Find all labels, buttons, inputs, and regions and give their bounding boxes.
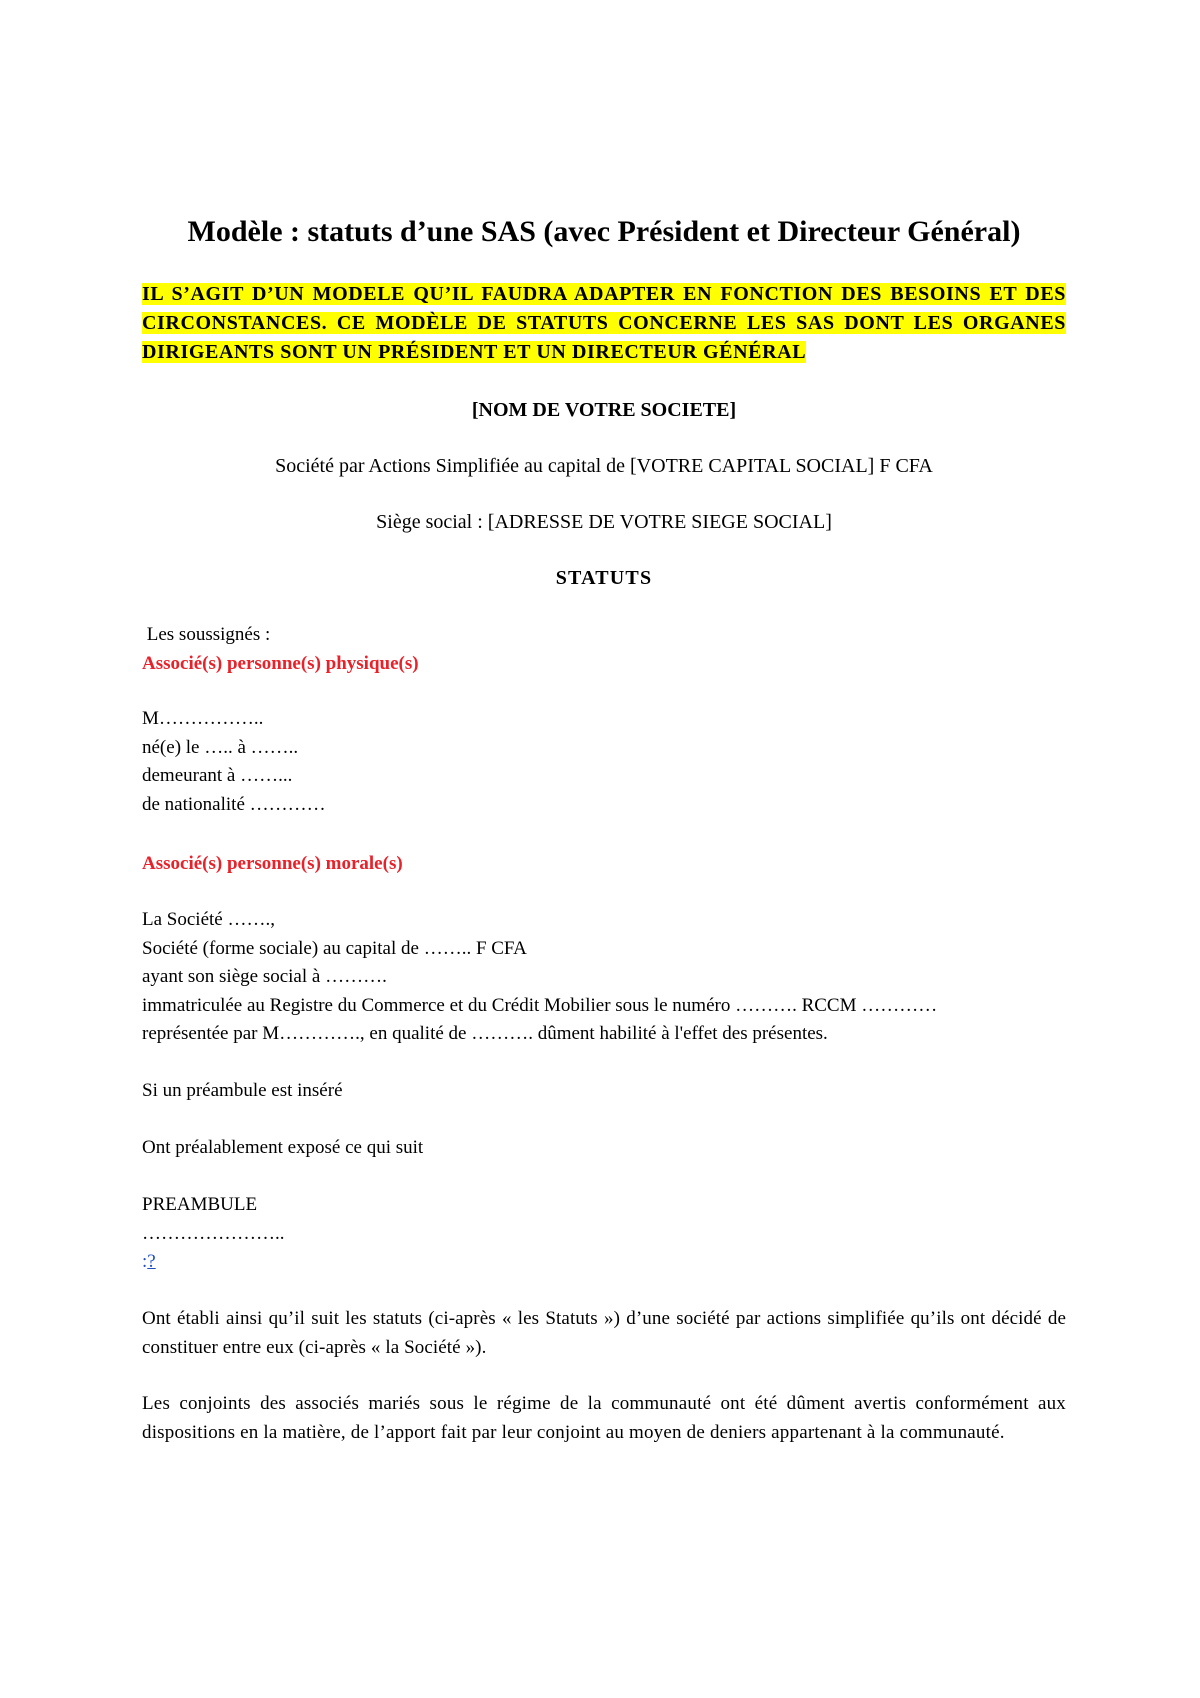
siege-social-line: Siège social : [ADRESSE DE VOTRE SIEGE SOCIAL]: [376, 511, 832, 533]
physique-heading: Associé(s) personne(s) physique(s): [142, 652, 419, 674]
conjoints-paragraph-block: [142, 1390, 1066, 1447]
expose-text: Ont préalablement exposé ce qui suit: [142, 1137, 424, 1158]
etabli-paragraph-block: [142, 1305, 1066, 1362]
morale-heading: Associé(s) personne(s) morale(s): [142, 853, 403, 874]
morale-representative-line: représentée par M…………., en qualité de ………. dûment habilité à l'effet des présentes.: [142, 1023, 828, 1044]
morale-company-line: La Société …….,: [142, 909, 275, 930]
morale-form-line: Société (forme sociale) au capital de …….. F CFA: [142, 937, 527, 959]
preambule-section: [142, 1191, 1066, 1277]
preambule-dots: …………………..: [142, 1222, 285, 1244]
adaptation-warning: [142, 280, 1066, 367]
preambule-colon: :: [142, 1251, 148, 1272]
company-name-placeholder: [NOM DE VOTRE SOCIETE]: [471, 399, 737, 421]
morale-siege-line: ayant son siège social à ……….: [142, 966, 387, 987]
capital-line: Société par Actions Simplifiée au capital de [VOTRE CAPITAL SOCIAL] F CFA: [275, 455, 933, 477]
preambule-note: [142, 1077, 1066, 1106]
physique-address-line: demeurant à ……...: [142, 765, 293, 786]
morale-rccm-line: immatriculée au Registre du Commerce et du Crédit Mobilier sous le numéro ………. RCCM …………: [142, 994, 938, 1016]
physique-birth-line: né(e) le ….. à ……..: [142, 736, 299, 758]
physique-nationality-line: de nationalité …………: [142, 793, 326, 815]
morale-details: [142, 906, 1066, 1049]
highlighted-warning-text: IL S’AGIT D’UN MODELE QU’IL FAUDRA ADAPTER EN FONCTION DES BESOINS ET DES CIRCONSTANCES. CE MODÈLE DE STATUTS CONCERNE LES SAS DONT LES ORGANES DIRIGEANTS SONT UN PRÉSIDENT ET UN DIRECTEUR GÉNÉRAL: [142, 283, 1066, 363]
soussignes-section: [142, 621, 1066, 678]
document-title: Modèle : statuts d’une SAS (avec Président et Directeur Général): [187, 215, 1021, 248]
statuts-heading: STATUTS: [555, 567, 653, 589]
physique-name-line: M……………..: [142, 708, 264, 729]
expose-intro: [142, 1134, 1066, 1163]
preambule-title: PREAMBULE: [142, 1194, 258, 1215]
etabli-paragraph: Ont établi ainsi qu’il suit les statuts (ci-après « les Statuts ») d’une société par actions simplifiée qu’ils ont décidé de constituer entre eux (ci-après « la Société »).: [142, 1308, 1066, 1358]
physique-details: [142, 705, 1066, 819]
document-page: [142, 0, 1066, 1698]
morale-heading-block: [142, 850, 1066, 879]
preambule-inserted-text: Si un préambule est inséré: [142, 1080, 343, 1101]
conjoints-paragraph: Les conjoints des associés mariés sous le régime de la communauté ont été dûment avertis conformément aux dispositions en la matière, de l’apport fait par leur conjoint au moyen de deniers appartenant à la communauté.: [142, 1393, 1066, 1443]
soussignes-label: Les soussignés :: [142, 624, 271, 645]
preambule-link-line: [142, 1248, 1066, 1277]
preambule-link[interactable]: ?: [147, 1251, 156, 1272]
